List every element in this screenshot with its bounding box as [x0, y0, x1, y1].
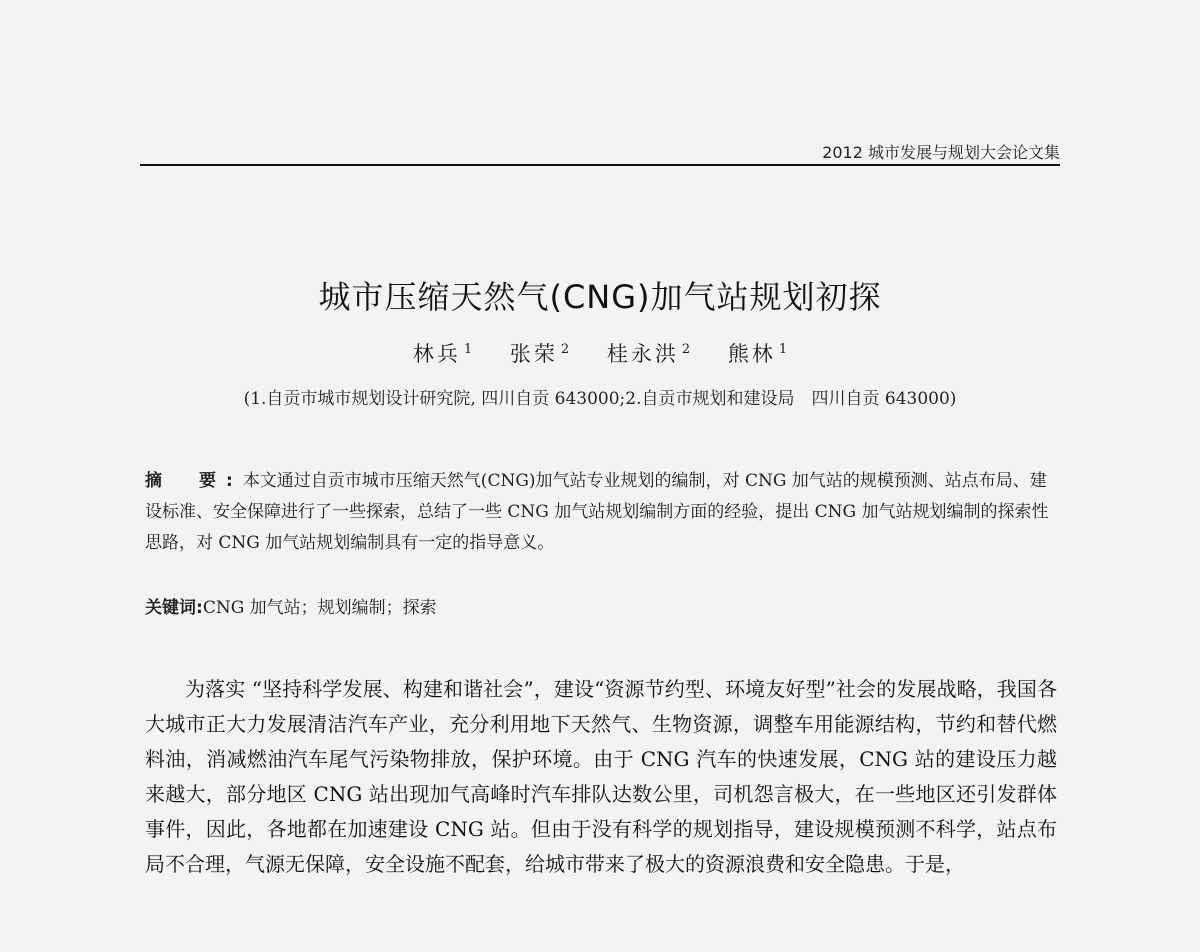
- affiliation: (1.自贡市城市规划设计研究院, 四川自贡 643000;2.自贡市规划和建设局 四川自贡 643000): [243, 389, 957, 409]
- author: [413, 338, 472, 368]
- abstract: [145, 466, 1060, 559]
- author-affiliation-mark: 1: [463, 342, 473, 357]
- author-name: 张荣: [509, 342, 558, 366]
- header-rule: [140, 164, 1060, 166]
- author: [510, 338, 569, 368]
- author-affiliation-mark: 2: [560, 342, 570, 357]
- author: [728, 338, 787, 368]
- author-name: 林兵: [412, 342, 461, 366]
- author-list: [0, 338, 1200, 368]
- author-affiliation-mark: 2: [681, 342, 691, 357]
- author-affiliation-mark: 1: [778, 342, 788, 357]
- body-paragraph: 为落实 “坚持科学发展、构建和谐社会”，建设“资源节约型、环境友好型”社会的发展战略，我国各大城市正大力发展清洁汽车产业，充分利用地下天然气、生物资源，调整车用能源结构，节约和替代燃料油，消减燃油汽车尾气污染物排放，保护环境。由于 CNG 汽车的快速发展，CNG 站的建设压力越来越大，部分地区 CNG 站出现加气高峰时汽车排队达数公里，司机怨言极大，在一些地区还引发群体事件，因此，各地都在加速建设 CNG 站。但由于没有科学的规划指导，建设规模预测不科学，站点布局不合理，气源无保障，安全设施不配套，给城市带来了极大的资源浪费和安全隐患。于是，: [145, 677, 1057, 876]
- keywords-text: CNG 加气站；规划编制；探索: [202, 598, 437, 618]
- author-name: 桂永洪: [606, 342, 679, 366]
- author: [607, 338, 690, 368]
- paper-title: 城市压缩天然气(CNG)加气站规划初探: [318, 278, 882, 316]
- abstract-text: 本文通过自贡市城市压缩天然气(CNG)加气站专业规划的编制，对 CNG 加气站的规模预测、站点布局、建设标准、安全保障进行了一些探索，总结了一些 CNG 加气站规划编制方面的经验，提出 CNG 加气站规划编制的探索性思路，对 CNG 加气站规划编制具有一定的指导意义。: [145, 471, 1049, 553]
- running-header: 2012 城市发展与规划大会论文集: [822, 143, 1060, 162]
- keywords-label: 关键词:: [145, 598, 203, 618]
- author-name: 熊林: [727, 342, 776, 366]
- abstract-label: 摘 要:: [145, 471, 243, 491]
- keywords: [145, 593, 437, 618]
